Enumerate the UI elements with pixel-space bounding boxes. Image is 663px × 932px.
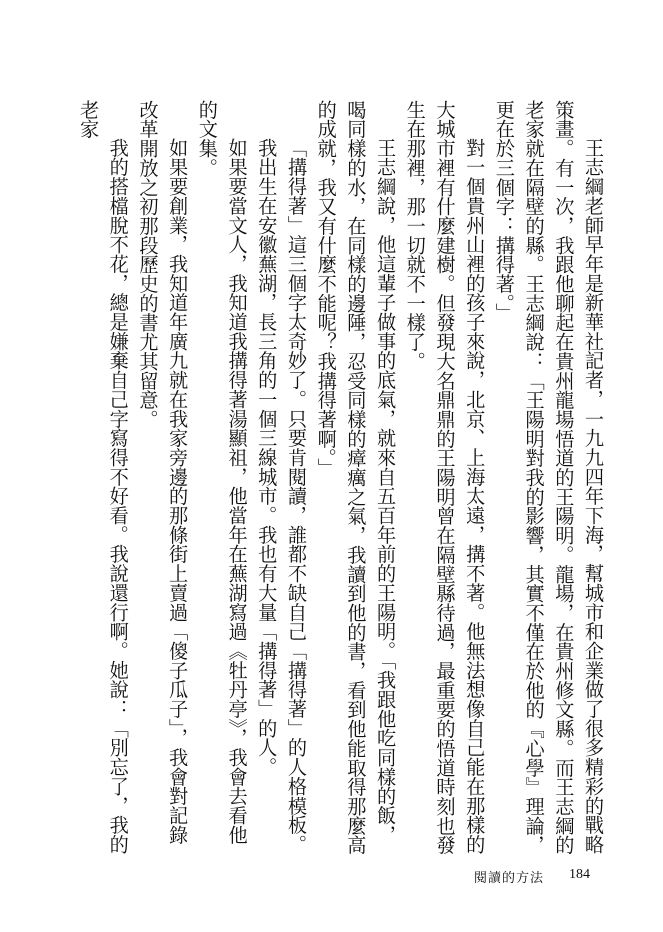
paragraph-5: 我出生在安徽蕪湖，長三角的一個三線城市。我也有大量「搆得著」的人。 xyxy=(255,138,279,777)
paragraph-2: 對一個貴州山裡的孩子來說，北京、上海太遠，搆不著。他無法想像自己能在那樣的大城市裡有什麼建樹。但發現大名鼎鼎的王陽明曾在隔壁縣待過，最重要的悟道時刻也發生在那裡，那一切就不一樣了。 xyxy=(403,100,487,855)
running-head: 閱讀的方法 xyxy=(474,871,545,886)
vertical-body-text xyxy=(74,100,608,860)
paragraph-1: 王志綱老師早年是新華社記者，一九九四年下海，幫城市和企業做了很多精彩的戰略策畫。有一次，我跟他聊起在貴州龍場悟道的王陽明。龍場，在貴州修文縣。而王志綱的老家就在隔壁的縣。王志綱說：「王陽明對我的影響，其實不僅在於他的『心學』理論，更在於三個字：搆得著。」 xyxy=(492,100,605,855)
paragraph-4: 「搆得著」這三個字太奇妙了。只要肯閱讀，誰都不缺自己「搆得著」的人格模板。 xyxy=(284,138,308,855)
paragraph-3: 王志綱說，他這輩子做事的底氣，就來自五百年前的王陽明。「我跟他吃同樣的飯，喝同樣的水，在同樣的邊陲，忍受同樣的瘴癘之氣，我讀到他的書，看到他能取得那麼高的成就，我又有什麼不能呢？我搆得著啊。」 xyxy=(314,100,398,855)
paragraph-7: 如果要創業，我知道年廣九就在我家旁邊的那條街上賣過「傻子瓜子」，我會對記錄改革開放之初那段歷史的書尤其留意。 xyxy=(136,100,190,845)
page-footer xyxy=(0,867,663,891)
paragraph-8: 我的搭檔脫不花，總是嫌棄自己字寫得不好看。我說還行啊。她說：「別忘了，我的老家 xyxy=(77,100,130,855)
paragraph-6: 如果要當文人，我知道我搆得著湯顯祖，他當年在蕪湖寫過《牡丹亭》，我會去看他的文集。 xyxy=(195,100,249,845)
page-number: 184 xyxy=(569,867,590,882)
